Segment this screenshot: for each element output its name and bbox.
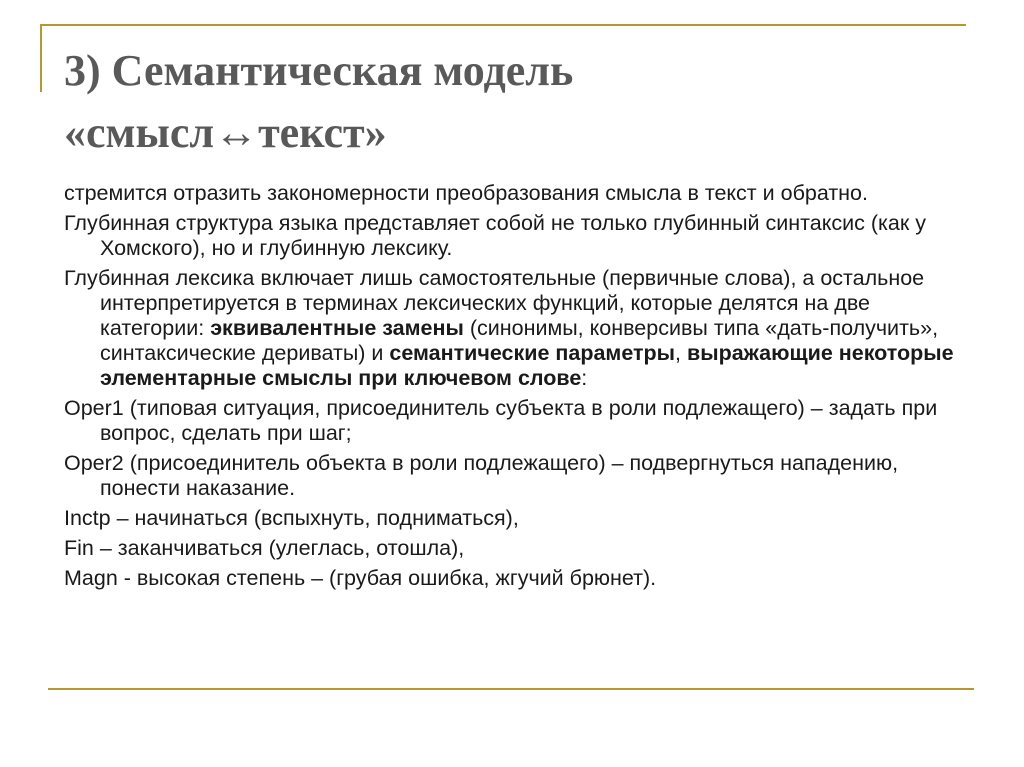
paragraph-3-part-e: , xyxy=(675,341,687,365)
paragraph-3-part-g: : xyxy=(581,366,588,390)
slide-title xyxy=(64,40,964,164)
slide-title-line1: 3) Семантическая модель xyxy=(64,46,574,95)
paragraph-3 xyxy=(64,266,974,391)
slide-body xyxy=(64,181,974,596)
paragraph-oper1: Oper1 (типовая ситуация, присоединитель субъекта в роли подлежащего) – задать при вопрос, сделать при шаг; xyxy=(64,396,938,445)
term-equivalent-replacements: эквивалентные замены xyxy=(210,316,464,340)
paragraph-1: стремится отразить закономерности преобразования смысла в текст и обратно. xyxy=(64,181,868,205)
paragraph-inctp: Inctp – начинаться (вспыхнуть, подниматься), xyxy=(64,506,519,530)
paragraph-3-part-a: Глубинная лексика включает лишь самостоятельные (первичные слова), а остальное интерпретируется в терминах лексических функций, которые делятся на две категории: xyxy=(64,266,925,340)
paragraph-oper2: Oper2 (присоединитель объекта в роли подлежащего) – подвергнуться нападению, понести наказание. xyxy=(64,451,899,500)
paragraph-magn: Magn - высокая степень – (грубая ошибка, жгучий брюнет). xyxy=(64,566,657,590)
left-divider-line xyxy=(40,24,42,92)
term-elementary-meanings: выражающие некоторые элементарные смыслы при ключевом слове xyxy=(100,341,954,390)
term-semantic-parameters: семантические параметры xyxy=(389,341,676,365)
paragraph-fin: Fin – заканчиваться (улеглась, отошла), xyxy=(64,536,465,560)
bottom-divider-line xyxy=(48,688,974,690)
top-divider-line xyxy=(40,24,966,26)
paragraph-2: Глубинная структура языка представляет собой не только глубинный синтаксис (как у Хомского), но и глубинную лексику. xyxy=(64,211,926,260)
paragraph-3-part-c: (синонимы, конверсивы типа «дать-получить», синтаксические дериваты) и xyxy=(100,316,939,365)
slide-title-line2: «смысл↔текст» xyxy=(64,108,387,157)
